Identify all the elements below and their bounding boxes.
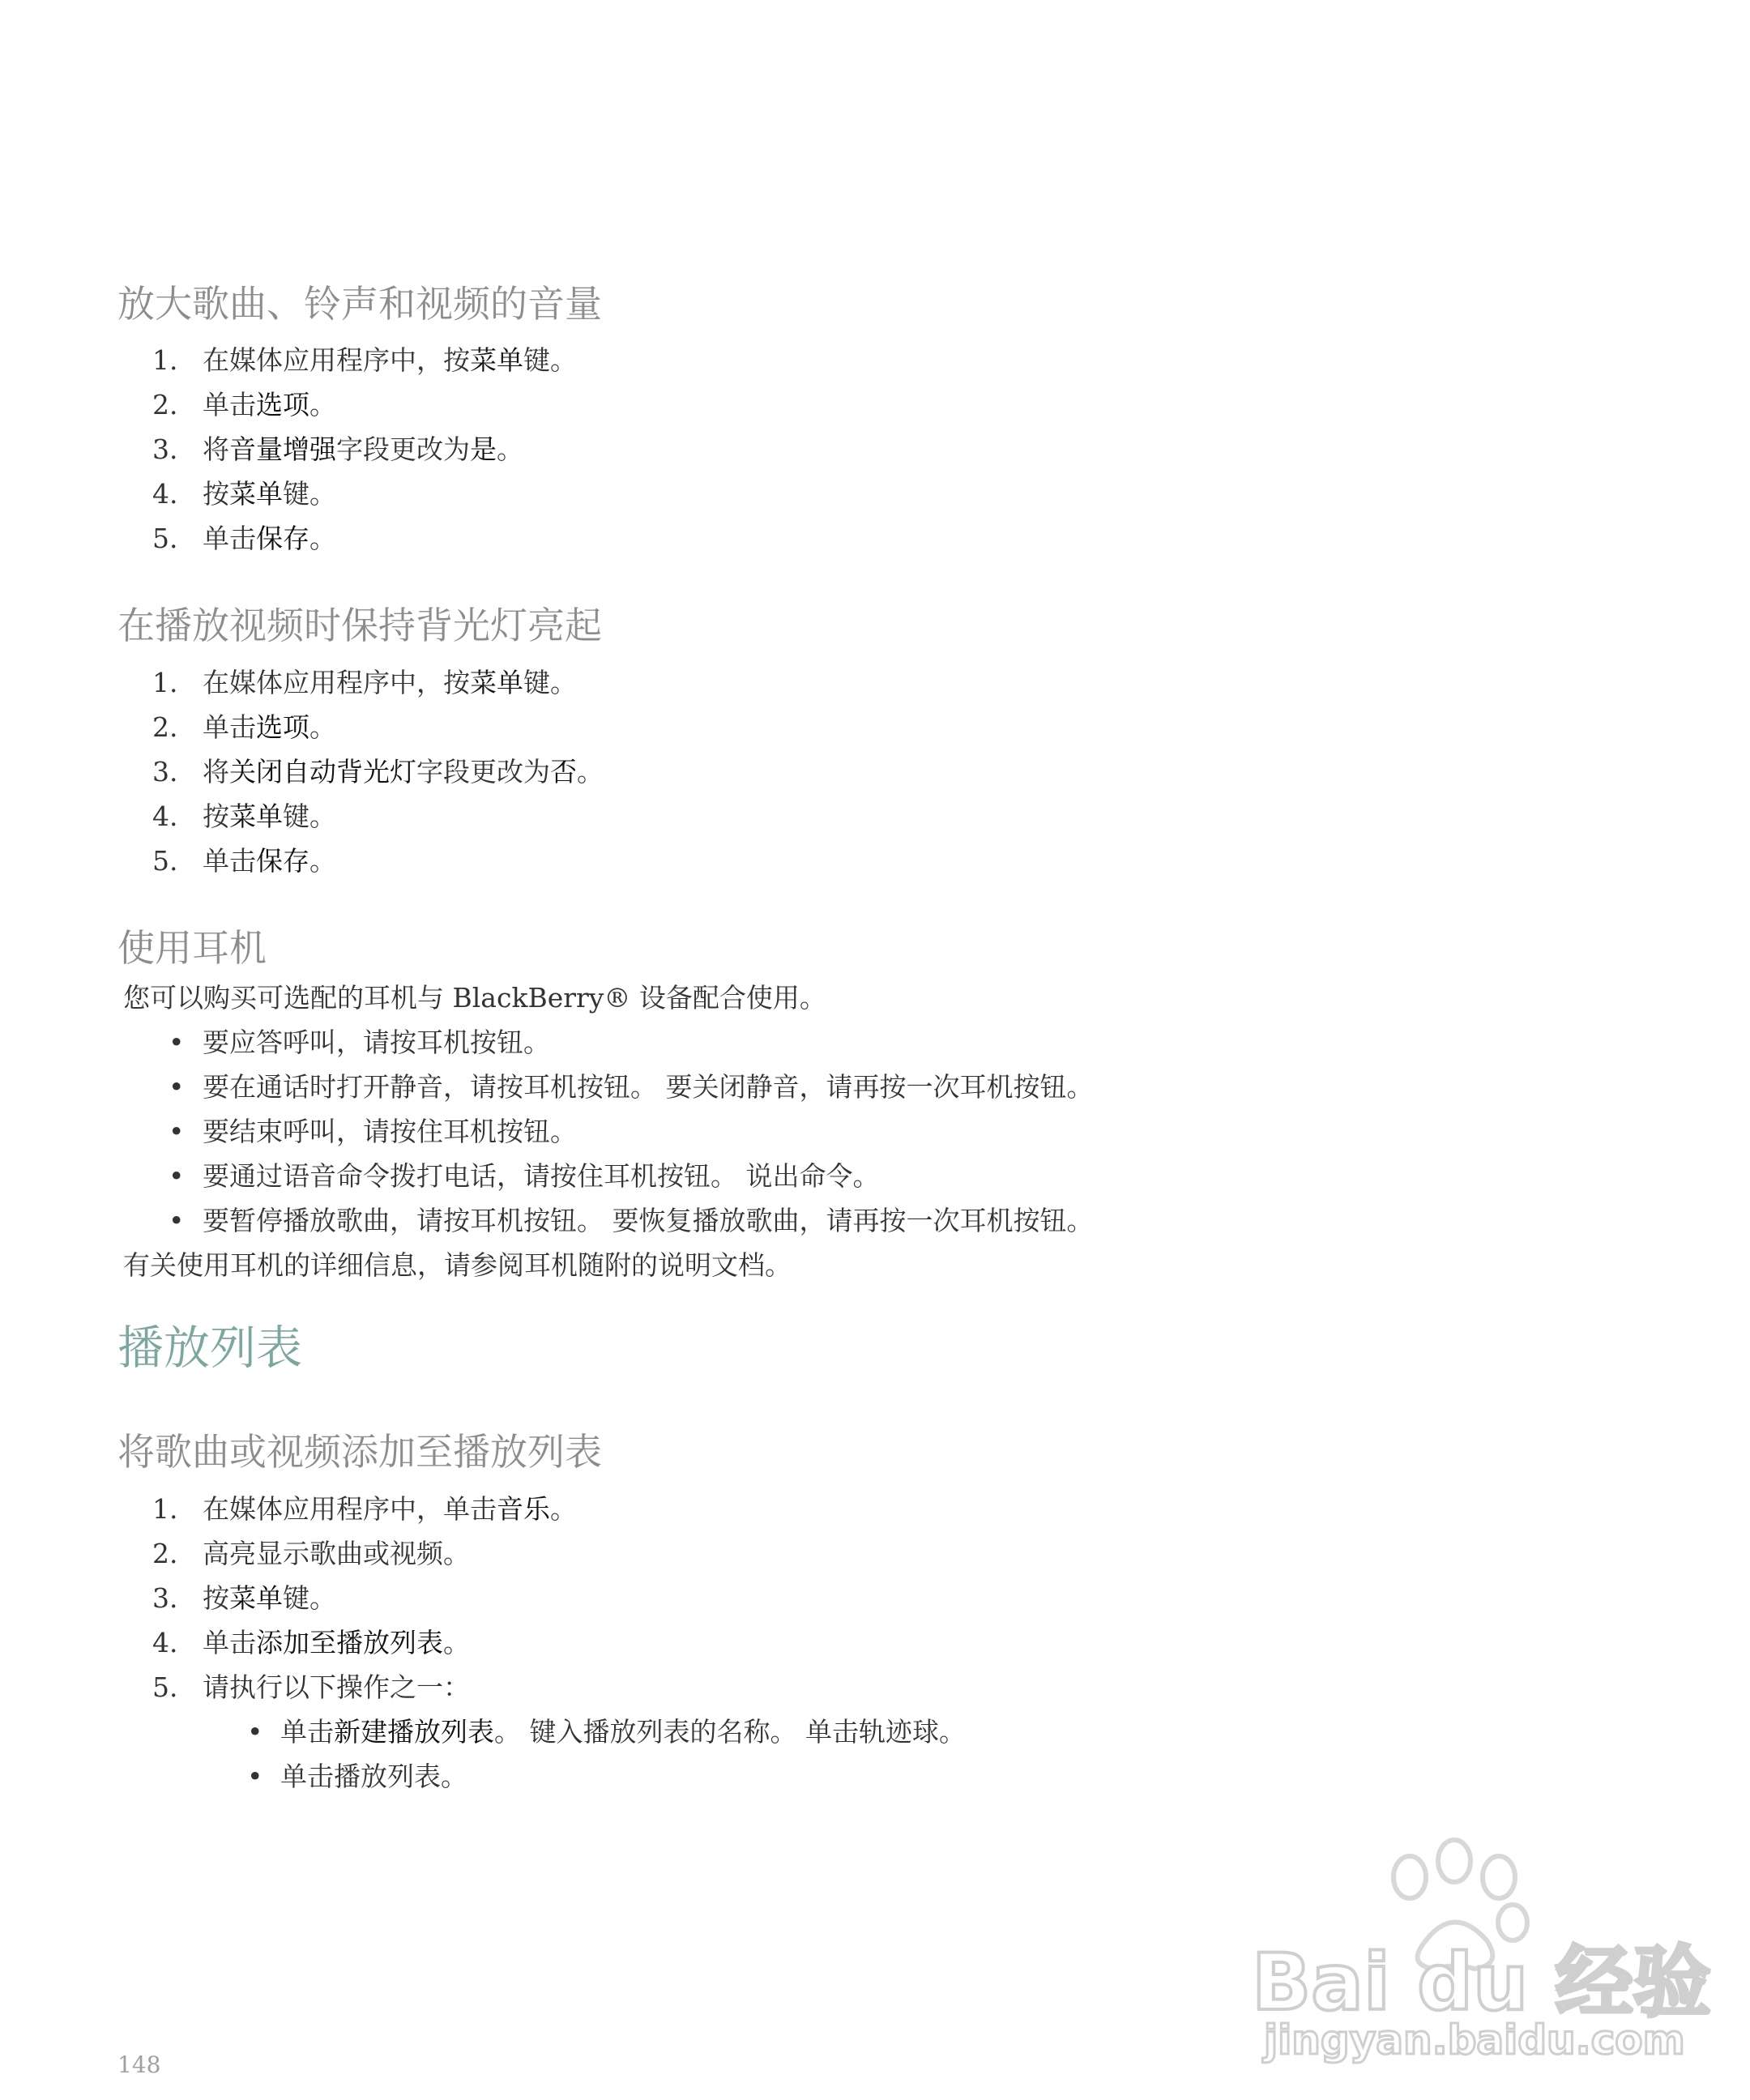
ui-term: 选项: [256, 389, 309, 420]
step-text: 按: [203, 1582, 229, 1614]
step-text: 单击: [203, 389, 256, 420]
ui-term: 保存: [256, 845, 309, 877]
ui-term: 菜单: [229, 1582, 283, 1614]
step-text: 在媒体应用程序中，按: [203, 344, 470, 376]
step-text: 。: [550, 1493, 577, 1525]
step-text: 字段更改为: [336, 433, 470, 465]
step-text: 键。: [283, 1582, 336, 1614]
step-text: 请执行以下操作之一：: [203, 1671, 470, 1703]
ui-term: 添加至播放列表: [256, 1627, 443, 1658]
document-page: 放大歌曲、铃声和视频的音量 1. 在媒体应用程序中，按菜单键。 2. 单击选项。 3. 将音量增强字段更改为是。 4. 按菜单键。 5. 单击保存。 在播放视频时保持背光灯亮起 1. 在媒体应用程序中，按菜单键。 2. 单击选项。 3. 将关闭自动背光灯字段更改为否。 4. 按菜单键。 5. 单击保存。 使用耳机 您可以购买可选配的耳机与 BlackBerry® 设备配合使用。 • 要应答呼叫，请按耳机按钮。 • 要在通话时打开静音，请按耳机按钮。 要关闭静音，请再按一次耳机按钮。 • 要结束呼叫，请按住耳机按钮。 • 要通过语音命令拨打电话，请按住耳机按钮。 说出命令。 • 要暂停播放歌曲，请按耳机按钮。 要恢复播放歌曲，请再按一次耳机按钮。 有关使用耳机的详细信息，请参阅耳机随附的说明文档。 播放列表 将歌曲或视频添加至播放列表 1. 在媒体应用程序中，单击音乐。 2. 高亮显示歌曲或视频。 3. 按菜单键。 4. 单击添加至播放列表。 5. 请执行以下操作之一： • 单击新建播放列表。 键入播放列表的名称。 单击轨迹球。 • 单击播放列表。 Bai du 经验 jingyan.baidu.com 148: [0, 0, 1750, 2100]
section-heading-volume-boost: 放大歌曲、铃声和视频的音量: [117, 282, 602, 326]
step-text: 。: [497, 433, 523, 465]
step-text: 单击: [203, 845, 256, 877]
step-text: 按: [203, 800, 229, 832]
step-text: 单击播放列表。: [280, 1761, 467, 1792]
step-text: 单击: [280, 1716, 334, 1748]
ui-term: 音量增强: [229, 433, 336, 465]
step-text: 键。: [283, 478, 336, 510]
headset-outro-paragraph: 有关使用耳机的详细信息，请参阅耳机随附的说明文档。: [123, 1249, 792, 1281]
watermark-url: jingyan.baidu.com: [1264, 2017, 1685, 2064]
step-text: 单击: [203, 711, 256, 743]
step-text: 。: [309, 845, 336, 877]
section-heading-headset: 使用耳机: [117, 926, 267, 970]
step-text: 在媒体应用程序中，单击: [203, 1493, 497, 1525]
step-text: 字段更改为: [416, 756, 550, 788]
ui-term: 菜单: [229, 800, 283, 832]
ui-term: 关闭自动背光灯: [229, 756, 416, 788]
step-text: 按: [203, 478, 229, 510]
headset-intro-paragraph: 您可以购买可选配的耳机与 BlackBerry® 设备配合使用。: [123, 982, 826, 1014]
ui-term: 选项: [256, 711, 309, 743]
step-text: 高亮显示歌曲或视频。: [203, 1538, 470, 1569]
step-text: 。: [577, 756, 604, 788]
step-text: 。: [309, 523, 336, 554]
ui-term: 保存: [256, 523, 309, 554]
ui-term: 菜单: [470, 667, 523, 698]
ui-term: 菜单: [229, 478, 283, 510]
section-heading-backlight: 在播放视频时保持背光灯亮起: [117, 604, 602, 647]
step-text: 。 键入播放列表的名称。 单击轨迹球。: [494, 1716, 966, 1748]
step-text: 。: [309, 711, 336, 743]
step-text: 键。: [523, 667, 577, 698]
ui-term: 新建播放列表: [334, 1716, 494, 1748]
step-text: 键。: [523, 344, 577, 376]
section-heading-add-to-playlist: 将歌曲或视频添加至播放列表: [117, 1430, 602, 1474]
step-text: 将: [203, 433, 229, 465]
ui-term: 否: [550, 756, 577, 788]
step-text: 单击: [203, 1627, 256, 1658]
baidu-jingyan-watermark: [1244, 1819, 1711, 2064]
step-text: 将: [203, 756, 229, 788]
step-text: 。: [443, 1627, 470, 1658]
step-text: 单击: [203, 523, 256, 554]
step-text: 。: [309, 389, 336, 420]
chapter-title-playlists: 播放列表: [117, 1321, 302, 1375]
watermark-brand: Bai du 经验: [1252, 1937, 1711, 2028]
ui-term: 菜单: [470, 344, 523, 376]
ui-term: 是: [470, 433, 497, 465]
step-text: 在媒体应用程序中，按: [203, 667, 470, 698]
page-number: 148: [117, 2051, 161, 2078]
ui-term: 音乐: [497, 1493, 550, 1525]
step-text: 键。: [283, 800, 336, 832]
